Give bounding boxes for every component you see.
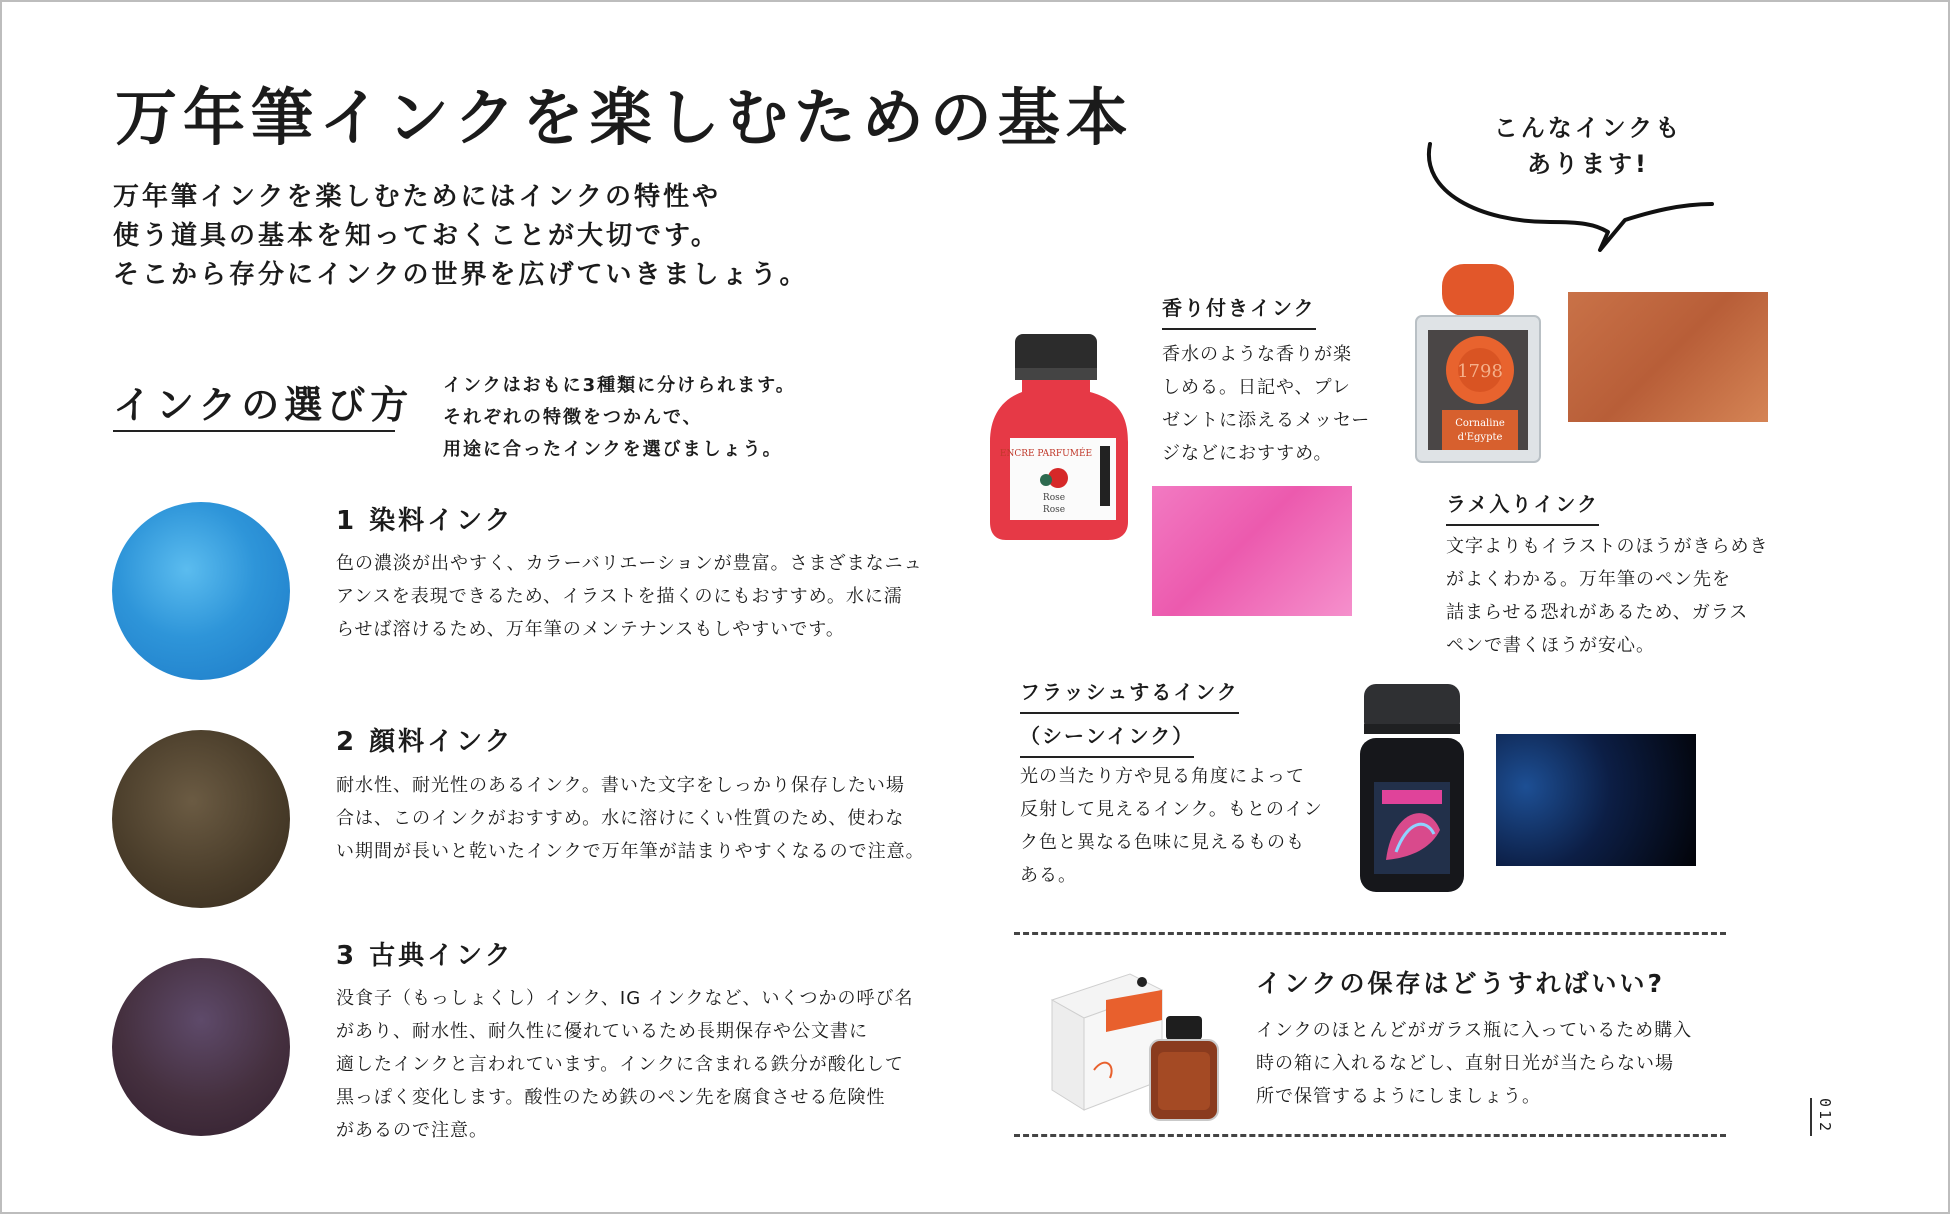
description-line: 詰まらせる恐れがあるため、ガラス <box>1446 602 1749 623</box>
page-number: 012 <box>1816 1098 1834 1135</box>
dashed-divider-top <box>1014 932 1726 935</box>
iron-gall-ink-description <box>336 982 914 1147</box>
description-line: ある。 <box>1020 865 1077 886</box>
speech-bubble-line: こんなインクも <box>1493 114 1683 142</box>
description-line: アンスを表現できるため、イラストを描くのにもおすすめ。水に濡 <box>336 586 903 607</box>
glitter-ink-sample <box>1568 292 1768 422</box>
section-heading: インクの選び方 <box>113 383 414 427</box>
description-line: らせば溶けるため、万年筆のメンテナンスもしやすいです。 <box>336 619 845 640</box>
flash-ink-heading-2 <box>1020 720 1194 758</box>
description-line: 光の当たり方や見る角度によって <box>1020 766 1305 787</box>
description-line: がよくわかる。万年筆のペン先を <box>1446 569 1731 590</box>
description-line: インクのほとんどがガラス瓶に入っているため購入 <box>1256 1020 1693 1041</box>
flash-ink-bottle <box>1356 680 1468 896</box>
ink-box-illustration <box>1044 960 1236 1124</box>
section-note-line: それぞれの特徴をつかんで、 <box>443 407 703 428</box>
glitter-ink-description <box>1446 530 1768 662</box>
glitter-ink-title: ラメ入りインク <box>1446 488 1599 526</box>
description-line: 適したインクと言われています。インクに含まれる鉄分が酸化して <box>336 1054 904 1075</box>
description-line: 黒っぽく変化します。酸性のため鉄のペン先を腐食させる危険性 <box>336 1087 886 1108</box>
description-line: ク色と異なる色味に見えるものも <box>1020 832 1305 853</box>
flash-ink-description <box>1020 760 1323 892</box>
intro-line: 使う道具の基本を知っておくことが大切です。 <box>113 221 720 251</box>
glitter-bottle-label-2: d'Egypte <box>1457 432 1503 443</box>
glitter-bottle-seal: 1798 <box>1457 361 1503 382</box>
scented-bottle-label-brand: ENCRE PARFUMÉE <box>999 449 1093 459</box>
scented-ink-heading <box>1162 292 1316 330</box>
description-line: 没食子（もっしょくし）インク、IG インクなど、いくつかの呼び名 <box>336 988 914 1009</box>
pigment-ink-description <box>336 769 925 868</box>
flash-ink-subtitle: （シーンインク） <box>1020 720 1194 758</box>
section-heading-underline <box>113 430 395 432</box>
section-note-line: 用途に合ったインクを選びましょう。 <box>443 439 783 460</box>
flash-ink-title: フラッシュするインク <box>1020 676 1239 714</box>
iron-gall-ink-swatch <box>112 958 290 1136</box>
description-line: ジなどにおすすめ。 <box>1162 443 1333 464</box>
storage-tip-title: インクの保存はどうすればいい? <box>1256 969 1666 998</box>
description-line: 耐水性、耐光性のあるインク。書いた文字をしっかり保存したい場 <box>336 775 905 796</box>
intro-line: 万年筆インクを楽しむためにはインクの特性や <box>113 182 721 212</box>
description-line: があるので注意。 <box>336 1120 488 1141</box>
flash-ink-heading-1 <box>1020 676 1239 714</box>
scented-ink-sample <box>1152 486 1352 616</box>
section-note-line: インクはおもに3種類に分けられます。 <box>443 375 796 396</box>
dye-ink-swatch <box>112 502 290 680</box>
glitter-bottle-label: Cornaline <box>1455 418 1505 429</box>
description-line: い期間が長いと乾いたインクで万年筆が詰まりやすくなるので注意。 <box>336 841 925 862</box>
storage-tip-description <box>1256 1014 1692 1113</box>
scented-ink-bottle <box>988 330 1138 542</box>
dashed-divider-bottom <box>1014 1134 1726 1137</box>
page-title: 万年筆インクを楽しむための基本 <box>115 81 1134 154</box>
description-line: 所で保管するようにしましょう。 <box>1256 1086 1541 1107</box>
dye-ink-title: 1 染料インク <box>336 506 514 536</box>
pigment-ink-title: 2 顔料インク <box>336 727 514 757</box>
scented-bottle-label-name-2: Rose <box>1042 505 1066 515</box>
speech-bubble-text <box>1488 110 1688 182</box>
description-line: があり、耐水性、耐久性に優れているため長期保存や公文書に <box>336 1021 868 1042</box>
description-line: 香水のような香りが楽 <box>1162 344 1352 365</box>
description-line: しめる。日記や、プレ <box>1162 377 1351 398</box>
scented-ink-description <box>1162 338 1370 470</box>
description-line: 時の箱に入れるなどし、直射日光が当たらない場 <box>1256 1053 1674 1074</box>
description-line: ペンで書くほうが安心。 <box>1446 635 1655 656</box>
intro-paragraph <box>113 178 893 295</box>
description-line: 色の濃淡が出やすく、カラーバリエーションが豊富。さまざまなニュ <box>336 553 923 574</box>
iron-gall-ink-title: 3 古典インク <box>336 941 514 971</box>
intro-line: そこから存分にインクの世界を広げていきましょう。 <box>113 260 809 290</box>
description-line: ゼントに添えるメッセー <box>1162 410 1371 431</box>
section-note <box>443 370 796 466</box>
description-line: 文字よりもイラストのほうがきらめき <box>1446 536 1769 557</box>
glitter-ink-bottle <box>1408 260 1544 466</box>
description-line: 合は、このインクがおすすめ。水に溶けにくい性質のため、使わな <box>336 808 905 829</box>
glitter-ink-heading <box>1446 488 1599 526</box>
flash-ink-sample <box>1496 734 1696 866</box>
page-number-rule <box>1810 1098 1812 1136</box>
dye-ink-description <box>336 547 923 646</box>
scented-ink-title: 香り付きインク <box>1162 292 1316 330</box>
pigment-ink-swatch <box>112 730 290 908</box>
description-line: 反射して見えるインク。もとのイン <box>1020 799 1323 820</box>
speech-bubble-line: あります! <box>1527 150 1649 178</box>
scented-bottle-label-name: Rose <box>1042 493 1066 503</box>
